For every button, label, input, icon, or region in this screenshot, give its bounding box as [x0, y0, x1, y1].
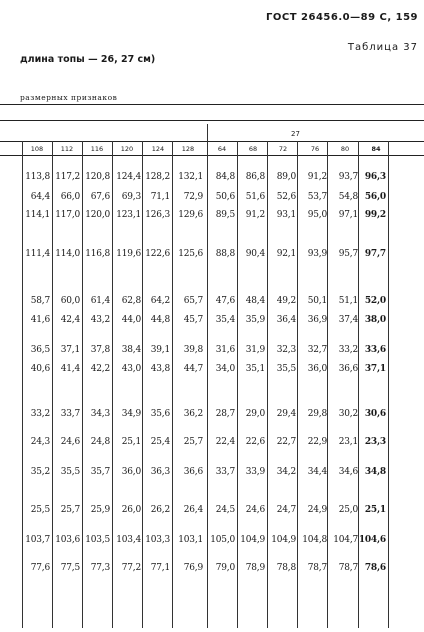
table-cell: 28,7	[215, 409, 235, 419]
column-header-112: 112	[60, 145, 74, 153]
table-cell: 77,5	[60, 563, 80, 573]
table-cell: 35,4	[215, 315, 235, 325]
table-cell: 113,8	[25, 172, 50, 182]
table-cell: 104,9	[240, 535, 265, 545]
table-cell: 105,0	[210, 535, 235, 545]
table-cell: 103,5	[85, 535, 110, 545]
table-cell: 91,2	[245, 210, 265, 220]
column-divider	[267, 141, 268, 628]
table-cell: 34,8	[364, 467, 386, 477]
table-cell: 71,1	[150, 192, 170, 202]
table-cell: 116,8	[85, 249, 110, 259]
column-header-120: 120	[120, 145, 134, 153]
table-cell: 42,2	[90, 364, 110, 374]
column-header-80: 80	[340, 145, 350, 153]
table-row	[0, 345, 424, 357]
table-cell: 25,4	[150, 437, 170, 447]
table-cell: 37,8	[90, 345, 110, 355]
table-cell: 114,1	[25, 210, 50, 220]
column-divider	[82, 141, 83, 628]
table-cell: 33,2	[30, 409, 50, 419]
table-cell: 72,9	[183, 192, 203, 202]
table-cell: 54,8	[338, 192, 358, 202]
table-cell: 77,1	[150, 563, 170, 573]
table-cell: 92,1	[276, 249, 296, 259]
table-cell: 58,7	[30, 296, 50, 306]
table-cell: 93,7	[338, 172, 358, 182]
table-cell: 65,7	[183, 296, 203, 306]
table-cell: 35,2	[30, 467, 50, 477]
table-cell: 35,6	[150, 409, 170, 419]
table-cell: 103,1	[178, 535, 203, 545]
table-cell: 78,8	[276, 563, 296, 573]
table-cell: 30,6	[364, 409, 386, 419]
table-cell: 42,4	[60, 315, 80, 325]
table-cell: 60,0	[60, 296, 80, 306]
table-row	[0, 563, 424, 575]
column-divider	[112, 141, 113, 628]
table-cell: 78,7	[338, 563, 358, 573]
table-cell: 91,2	[307, 172, 327, 182]
table-cell: 117,0	[55, 210, 80, 220]
table-cell: 26,0	[121, 505, 141, 515]
table-cell: 24,6	[60, 437, 80, 447]
table-cell: 78,7	[307, 563, 327, 573]
table-cell: 23,1	[338, 437, 358, 447]
table-cell: 97,7	[364, 249, 386, 259]
table-row	[0, 467, 424, 479]
table-cell: 51,1	[338, 296, 358, 306]
table-cell: 25,5	[30, 505, 50, 515]
table-cell: 23,3	[364, 437, 386, 447]
table-cell: 34,9	[121, 409, 141, 419]
table-cell: 50,6	[215, 192, 235, 202]
table-cell: 41,6	[30, 315, 50, 325]
table-cell: 67,6	[90, 192, 110, 202]
table-cell: 24,7	[276, 505, 296, 515]
table-cell: 61,4	[90, 296, 110, 306]
table-top-rule	[0, 104, 424, 105]
table-cell: 36,5	[30, 345, 50, 355]
column-divider	[388, 141, 389, 628]
table-row	[0, 315, 424, 327]
table-cell: 120,0	[85, 210, 110, 220]
table-cell: 129,6	[178, 210, 203, 220]
table-cell: 38,4	[121, 345, 141, 355]
table-cell: 44,8	[150, 315, 170, 325]
table-cell: 36,9	[307, 315, 327, 325]
table-cell: 103,6	[55, 535, 80, 545]
column-header-108: 108	[30, 145, 44, 153]
table-cell: 93,9	[307, 249, 327, 259]
table-cell: 29,0	[245, 409, 265, 419]
table-row	[0, 249, 424, 261]
table-label: Таблица 37	[347, 42, 418, 53]
column-header-128: 128	[181, 145, 195, 153]
table-cell: 119,6	[116, 249, 141, 259]
table-cell: 89,5	[215, 210, 235, 220]
table-cell: 26,2	[150, 505, 170, 515]
table-cell: 25,1	[364, 505, 386, 515]
column-header-72: 72	[278, 145, 288, 153]
table-cell: 37,1	[60, 345, 80, 355]
table-cell: 53,7	[307, 192, 327, 202]
table-continuation-caption: длина топы — 26, 27 см)	[20, 54, 156, 65]
table-cell: 99,2	[364, 210, 386, 220]
table-cell: 51,6	[245, 192, 265, 202]
table-cell: 40,6	[30, 364, 50, 374]
table-cell: 24,3	[30, 437, 50, 447]
table-cell: 33,2	[338, 345, 358, 355]
column-divider	[207, 124, 208, 628]
table-cell: 44,7	[183, 364, 203, 374]
column-divider	[297, 141, 298, 628]
table-cell: 24,6	[245, 505, 265, 515]
table-cell: 35,5	[60, 467, 80, 477]
table-cell: 34,0	[215, 364, 235, 374]
table-row	[0, 210, 424, 222]
table-cell: 22,4	[215, 437, 235, 447]
table-cell: 30,2	[338, 409, 358, 419]
table-cell: 37,4	[338, 315, 358, 325]
group-header-27: 27	[291, 130, 300, 138]
table-cell: 89,0	[276, 172, 296, 182]
table-cell: 76,9	[183, 563, 203, 573]
table-cell: 95,7	[338, 249, 358, 259]
table-cell: 25,0	[338, 505, 358, 515]
table-cell: 77,3	[90, 563, 110, 573]
table-cell: 25,7	[183, 437, 203, 447]
table-row	[0, 535, 424, 547]
table-cell: 88,8	[215, 249, 235, 259]
table-cell: 34,2	[276, 467, 296, 477]
column-header-64: 64	[217, 145, 227, 153]
table-row	[0, 409, 424, 421]
table-cell: 120,8	[85, 172, 110, 182]
table-cell: 32,3	[276, 345, 296, 355]
table-cell: 103,3	[145, 535, 170, 545]
table-cell: 25,1	[121, 437, 141, 447]
table-cell: 36,4	[276, 315, 296, 325]
table-cell: 24,8	[90, 437, 110, 447]
column-header-84: 84	[371, 145, 381, 153]
table-cell: 43,2	[90, 315, 110, 325]
table-cell: 104,9	[271, 535, 296, 545]
table-cell: 45,7	[183, 315, 203, 325]
table-cell: 126,3	[145, 210, 170, 220]
table-cell: 35,5	[276, 364, 296, 374]
table-cell: 33,9	[245, 467, 265, 477]
table-cell: 43,0	[121, 364, 141, 374]
table-cell: 64,2	[150, 296, 170, 306]
table-cell: 78,9	[245, 563, 265, 573]
table-cell: 49,2	[276, 296, 296, 306]
table-cell: 64,4	[30, 192, 50, 202]
column-divider	[52, 141, 53, 628]
column-divider	[327, 141, 328, 628]
table-cell: 125,6	[178, 249, 203, 259]
table-row	[0, 172, 424, 184]
table-cell: 103,7	[25, 535, 50, 545]
table-cell: 124,4	[116, 172, 141, 182]
table-cell: 56,0	[364, 192, 386, 202]
table-cell: 41,4	[60, 364, 80, 374]
table-cell: 22,7	[276, 437, 296, 447]
table-cell: 84,8	[215, 172, 235, 182]
table-cell: 37,1	[364, 364, 386, 374]
table-cell: 114,0	[55, 249, 80, 259]
table-cell: 69,3	[121, 192, 141, 202]
table-cell: 35,1	[245, 364, 265, 374]
table-cell: 95,0	[307, 210, 327, 220]
table-cell: 24,9	[307, 505, 327, 515]
table-cell: 31,6	[215, 345, 235, 355]
table-cell: 36,2	[183, 409, 203, 419]
table-cell: 36,0	[307, 364, 327, 374]
table-cell: 79,0	[215, 563, 235, 573]
table-cell: 34,4	[307, 467, 327, 477]
table-cell: 39,1	[150, 345, 170, 355]
table-cell: 47,6	[215, 296, 235, 306]
column-divider	[22, 141, 23, 628]
table-cell: 52,0	[364, 296, 386, 306]
table-header-rule	[0, 120, 424, 121]
table-row	[0, 192, 424, 204]
column-divider	[172, 141, 173, 628]
table-cell: 128,2	[145, 172, 170, 182]
table-cell: 104,6	[358, 535, 386, 545]
table-cell: 36,0	[121, 467, 141, 477]
column-divider	[237, 141, 238, 628]
column-divider	[142, 141, 143, 628]
table-cell: 97,1	[338, 210, 358, 220]
column-header-124: 124	[151, 145, 165, 153]
table-cell: 26,4	[183, 505, 203, 515]
table-cell: 78,6	[364, 563, 386, 573]
table-columns-rule	[0, 155, 424, 156]
table-cell: 93,1	[276, 210, 296, 220]
table-cell: 39,8	[183, 345, 203, 355]
table-cell: 43,8	[150, 364, 170, 374]
table-cell: 25,9	[90, 505, 110, 515]
table-cell: 66,0	[60, 192, 80, 202]
table-cell: 77,2	[121, 563, 141, 573]
table-cell: 104,8	[302, 535, 327, 545]
table-row	[0, 364, 424, 376]
table-cell: 132,1	[178, 172, 203, 182]
table-cell: 117,2	[55, 172, 80, 182]
table-cell: 36,6	[338, 364, 358, 374]
table-cell: 103,4	[116, 535, 141, 545]
column-header-68: 68	[248, 145, 258, 153]
table-cell: 35,7	[90, 467, 110, 477]
table-cell: 34,6	[338, 467, 358, 477]
table-cell: 33,7	[60, 409, 80, 419]
table-cell: 29,8	[307, 409, 327, 419]
table-cell: 35,9	[245, 315, 265, 325]
table-cell: 122,6	[145, 249, 170, 259]
table-cell: 86,8	[245, 172, 265, 182]
table-cell: 111,4	[25, 249, 50, 259]
table-cell: 34,3	[90, 409, 110, 419]
table-cell: 44,0	[121, 315, 141, 325]
table-cell: 48,4	[245, 296, 265, 306]
table-group-rule	[0, 141, 424, 142]
table-cell: 24,5	[215, 505, 235, 515]
table-row	[0, 296, 424, 308]
table-cell: 36,6	[183, 467, 203, 477]
column-divider	[358, 141, 359, 628]
table-cell: 96,3	[364, 172, 386, 182]
table-cell: 22,6	[245, 437, 265, 447]
table-row	[0, 437, 424, 449]
table-cell: 36,3	[150, 467, 170, 477]
table-cell: 50,1	[307, 296, 327, 306]
table-cell: 38,0	[364, 315, 386, 325]
table-cell: 29,4	[276, 409, 296, 419]
table-cell: 32,7	[307, 345, 327, 355]
table-subheader: размерных признаков	[20, 93, 118, 102]
table-cell: 33,7	[215, 467, 235, 477]
table-cell: 25,7	[60, 505, 80, 515]
table-cell: 22,9	[307, 437, 327, 447]
table-cell: 104,7	[333, 535, 358, 545]
column-header-76: 76	[310, 145, 320, 153]
table-row	[0, 505, 424, 517]
table-cell: 52,6	[276, 192, 296, 202]
table-cell: 62,8	[121, 296, 141, 306]
gost-header: ГОСТ 26456.0—89 С, 159	[266, 12, 418, 23]
table-cell: 90,4	[245, 249, 265, 259]
table-cell: 77,6	[30, 563, 50, 573]
column-header-116: 116	[90, 145, 104, 153]
table-cell: 33,6	[364, 345, 386, 355]
table-cell: 31,9	[245, 345, 265, 355]
table-cell: 123,1	[116, 210, 141, 220]
